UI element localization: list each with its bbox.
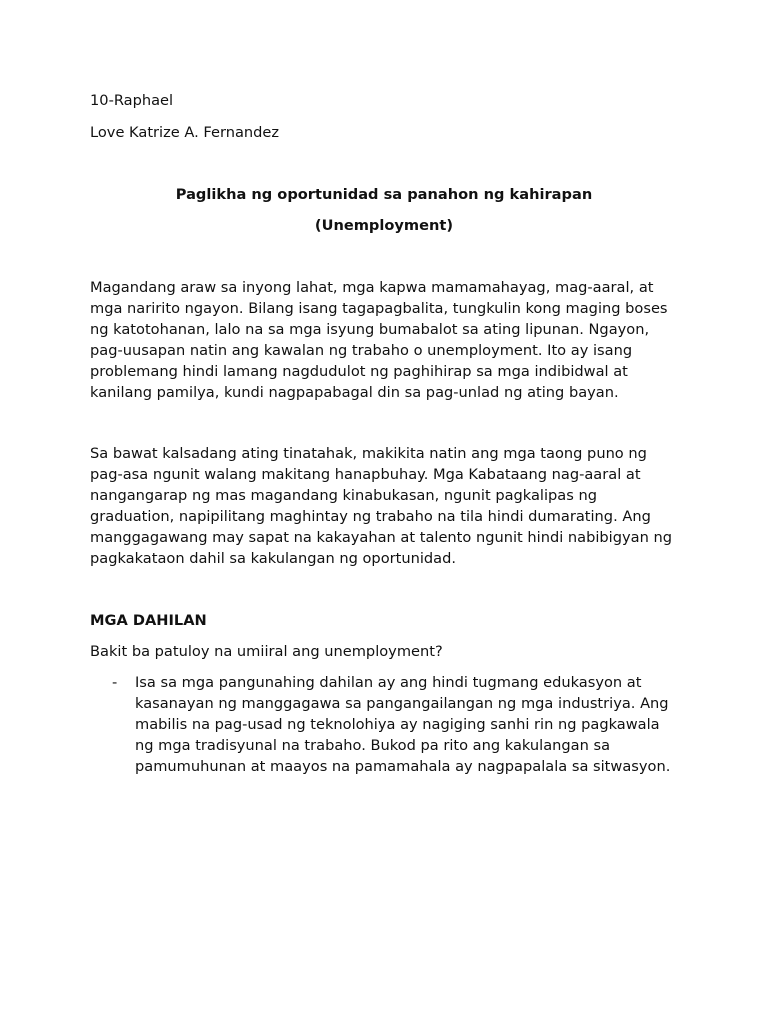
paragraph-intro: Magandang araw sa inyong lahat, mga kapwa mamamahayag, mag-aaral, at mga naririto ngayon. Bilang isang tagapagbalita, tungkulin kong maging boses ng katotohanan, lalo na sa mga isyung bumabalot sa ating lipunan. Ngayon, pag-uusapan natin ang kawalan ng trabaho o unemployment. Ito ay isang problemang hindi lamang nagdudulot ng paghihirap sa mga indibidwal at kanilang pamilya, kundi nagpapabagal din sa pag-unlad ng ating bayan. [90, 279, 668, 401]
document-page [90, 0, 680, 1024]
document-title: Paglikha ng oportunidad sa panahon ng kahirapan [175, 186, 593, 203]
section-heading: MGA DAHILAN [90, 612, 207, 629]
section-question: Bakit ba patuloy na umiiral ang unemployment? [90, 643, 443, 660]
bullet-item: Isa sa mga pangunahing dahilan ay ang hindi tugmang edukasyon at kasanayan ng manggagawa sa pangangailangan ng mga industriya. Ang mabilis na pag-usad ng teknolohiya ay nagiging sanhi rin ng pagkawala ng mga tradisyunal na trabaho. Bukod pa rito ang kakulangan sa pamumuhunan at maayos na pamamahala ay nagpapalala sa sitwasyon. [135, 674, 671, 775]
section-label: 10-Raphael [90, 92, 174, 109]
author-name: Love Katrize A. Fernandez [90, 124, 280, 141]
bullet-marker: - [112, 674, 118, 691]
paragraph-observation: Sa bawat kalsadang ating tinatahak, makikita natin ang mga taong puno ng pag-asa ngunit walang makitang hanapbuhay. Mga Kabataang nag-aaral at nangangarap ng mas magandang kinabukasan, ngunit pagkalipas ng graduation, napipilitang maghintay ng trabaho na tila hindi dumarating. Ang manggagawang may sapat na kakayahan at talento ngunit hindi nabibigyan ng pagkakataon dahil sa kakulangan ng oportunidad. [90, 445, 672, 567]
document-subtitle: (Unemployment) [314, 217, 454, 234]
